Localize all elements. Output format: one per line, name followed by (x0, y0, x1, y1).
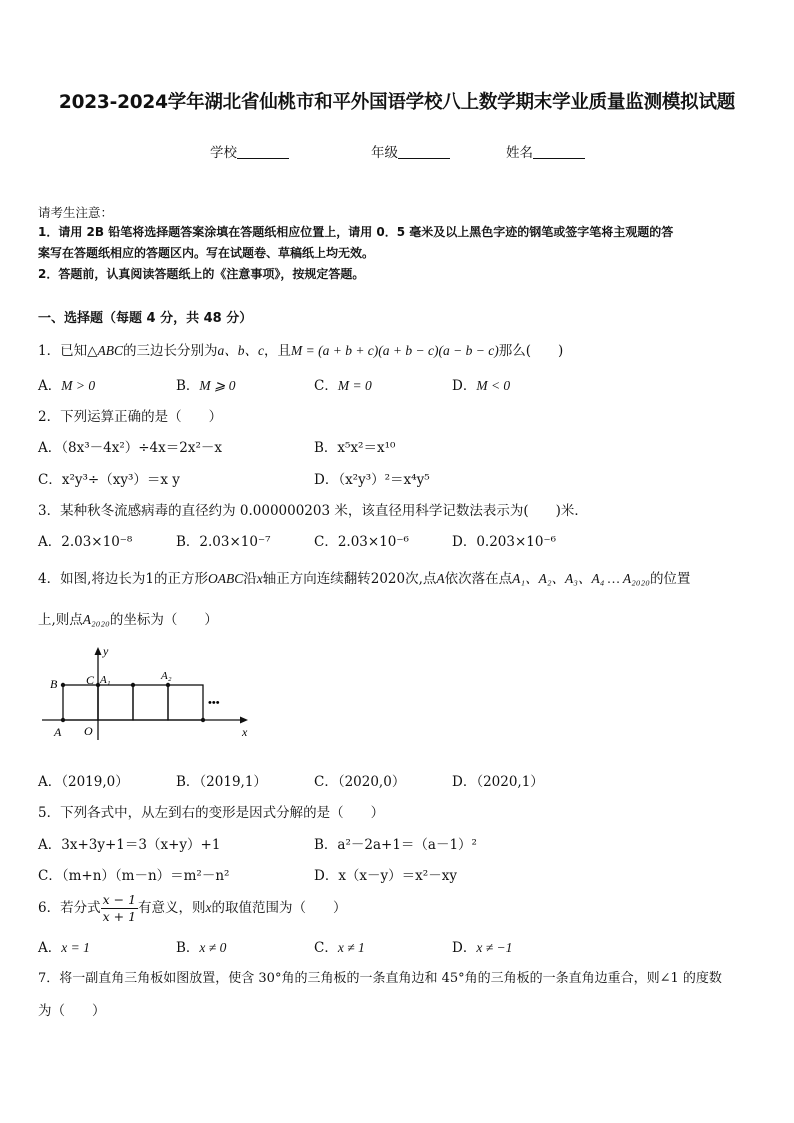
q6-option-d-label: D． (452, 940, 477, 956)
q1-stem (38, 339, 563, 359)
q7-stem-line1: 7．将一副直角三角板如图放置，使含 30°角的三角板的一条直角边和 45°角的三角板的一条直角边重合，则∠1 的度数 (38, 971, 722, 986)
q1-stem-b: 的三边长分别为 (122, 343, 218, 359)
notice-item2: 2．答题前，认真阅读答题纸上的《注意事项》，按规定答题。 (38, 267, 365, 281)
q1-option-d-label: D． (452, 378, 477, 394)
name-label: 姓名 (506, 145, 533, 161)
q1-option-d-expr: M < 0 (476, 378, 511, 393)
label-A: A (54, 725, 62, 739)
q1-expression: M = (a + b + c)(a + b − c)(a − b − c) (290, 343, 499, 358)
q3-option-c: C．2.03×10⁻⁶ (314, 534, 409, 550)
q6-option-b (176, 936, 226, 956)
q4-A: A (436, 571, 445, 586)
q4-a2020: A₂₀₂₀ (82, 612, 110, 627)
q4-stem-e: 的位置 (649, 571, 691, 587)
q6-stem-c: 的取值范围为（ ） (211, 900, 347, 916)
q4-option-a: A．（2019,0） (38, 774, 129, 790)
q6-fraction-numerator: x − 1 (102, 892, 137, 907)
q1-option-c-label: C． (314, 378, 338, 394)
q4-points: A₁、A₂、A₃、A₄ … A₂₀₂₀ (512, 571, 650, 586)
notice-item1-line1: 1．请用 2B 铅笔将选择题答案涂填在答题纸相应位置上，请用 0．5 毫米及以上黑色字迹的钢笔或签字笔将主观题的答 (38, 225, 674, 239)
y-axis-arrow (95, 647, 102, 655)
q1-option-b-label: B． (176, 378, 200, 394)
square-2 (133, 685, 168, 720)
q2-option-a: A．（8x³－4x²）÷4x＝2x²－x (38, 440, 222, 456)
q6-x: x (205, 900, 212, 915)
q1-option-c-expr: M = 0 (337, 378, 372, 393)
label-O: O (84, 724, 93, 738)
q1-option-a (38, 374, 95, 394)
q1-option-a-label: A． (38, 378, 62, 394)
q4-x: x (256, 571, 263, 586)
q3-option-d: D．0.203×10⁻⁶ (452, 534, 556, 550)
q5-option-a: A．3x+3y+1＝3（x+y）+1 (38, 837, 221, 853)
name-field (506, 141, 585, 161)
q1-option-a-expr: M > 0 (61, 378, 96, 393)
q4-option-b: B．（2019,1） (176, 774, 267, 790)
label-A1: A₁ (100, 674, 111, 686)
q6-option-d-expr: x ≠ −1 (476, 940, 513, 955)
square-1 (98, 685, 133, 720)
q6-option-b-expr: x ≠ 0 (199, 940, 227, 955)
school-blank (237, 144, 289, 159)
q5-stem: 5．下列各式中，从左到右的变形是因式分解的是（ ） (38, 805, 385, 821)
point-A (61, 718, 65, 722)
grade-field (371, 141, 450, 161)
school-label: 学校 (210, 145, 237, 161)
q4-stem-a: 4．如图,将边长为1的正方形 (38, 571, 208, 587)
q4-stem-line1 (38, 567, 690, 587)
q1-option-d (452, 374, 510, 394)
point-A3 (201, 718, 205, 722)
notice-item1-line2: 案写在答题纸相应的答题区内。写在试题卷、草稿纸上均无效。 (38, 246, 375, 260)
q6-option-c-label: C． (314, 940, 338, 956)
q1-stem-c: ，且 (263, 343, 291, 359)
q1-option-b-expr: M ⩾ 0 (199, 378, 236, 393)
q4-stem-c: 轴正方向连续翻转2020次,点 (262, 571, 437, 587)
square-3 (168, 685, 203, 720)
q2-option-c: C．x²y³÷（xy³）＝x y (38, 472, 180, 488)
page-title: 2023-2024学年湖北省仙桃市和平外国语学校八上数学期末学业质量监测模拟试题 (58, 92, 736, 113)
label-y: y (103, 644, 109, 658)
q4-stem2-b: 的坐标为（ ） (109, 612, 218, 628)
q1-vars: a、b、c (217, 343, 264, 358)
q2-option-d: D．（x²y³）²＝x⁴y⁵ (314, 472, 430, 488)
q3-option-b: B．2.03×10⁻⁷ (176, 534, 271, 550)
q1-stem-d: 那么( ) (498, 343, 564, 359)
q6-option-d (452, 936, 512, 956)
q1-option-b (176, 374, 235, 394)
q6-fraction (101, 892, 138, 925)
label-A2: A₂ (161, 670, 172, 682)
q4-stem-b: 沿 (243, 571, 257, 587)
q6-option-c (314, 936, 365, 956)
q6-option-a-expr: x = 1 (61, 940, 90, 955)
q3-option-a: A．2.03×10⁻⁸ (38, 534, 133, 550)
q1-option-c (314, 374, 372, 394)
label-x: x (242, 725, 248, 739)
q5-option-d: D．x（x－y）＝x²－xy (314, 868, 457, 884)
q6-fraction-denominator: x + 1 (102, 909, 137, 924)
q5-option-b: B．a²－2a+1＝（a－1）² (314, 837, 477, 853)
grade-label: 年级 (371, 145, 398, 161)
q1-abc: ABC (97, 343, 123, 358)
continuation-dots: ••• (208, 697, 220, 709)
q6-option-a (38, 936, 90, 956)
q6-option-c-expr: x ≠ 1 (337, 940, 365, 955)
section-heading: 一、选择题（每题 4 分，共 48 分） (38, 311, 253, 326)
q5-option-c: C．（m+n）（m－n）＝m²－n² (38, 868, 230, 884)
q2-option-b: B．x⁵x²＝x¹⁰ (314, 440, 396, 456)
point-A1 (131, 683, 135, 687)
x-axis-arrow (240, 717, 248, 724)
school-field (210, 141, 289, 161)
q4-option-d: D．（2020,1） (452, 774, 544, 790)
q1-stem-a: 1．已知 (38, 343, 88, 359)
q6-option-b-label: B． (176, 940, 200, 956)
q4-stem-d: 依次落在点 (444, 571, 513, 587)
q3-stem: 3．某种秋冬流感病毒的直径约为 0.000000203 米，该直径用科学记数法表示为( )米． (38, 503, 588, 519)
q2-stem: 2．下列运算正确的是（ ） (38, 409, 223, 425)
grade-blank (398, 144, 450, 159)
q6-option-a-label: A． (38, 940, 62, 956)
q4-oabc: OABC (207, 571, 244, 586)
label-C: C (86, 673, 95, 687)
q4-option-c: C．（2020,0） (314, 774, 406, 790)
q6-stem (38, 892, 347, 925)
name-blank (533, 144, 585, 159)
q7-stem-line2: 为（ ） (38, 1003, 106, 1019)
point-A2 (166, 683, 170, 687)
q6-stem-b: 有意义，则 (138, 900, 206, 916)
point-B (61, 683, 65, 687)
q4-stem2-a: 上,则点 (38, 612, 83, 628)
notice-heading: 请考生注意： (38, 205, 114, 220)
q4-figure (36, 640, 266, 745)
q1-triangle: △ (87, 343, 98, 359)
square-oabc (63, 685, 98, 720)
label-B: B (50, 677, 58, 691)
q6-stem-a: 6．若分式 (38, 900, 101, 916)
q4-stem-line2 (38, 608, 218, 628)
